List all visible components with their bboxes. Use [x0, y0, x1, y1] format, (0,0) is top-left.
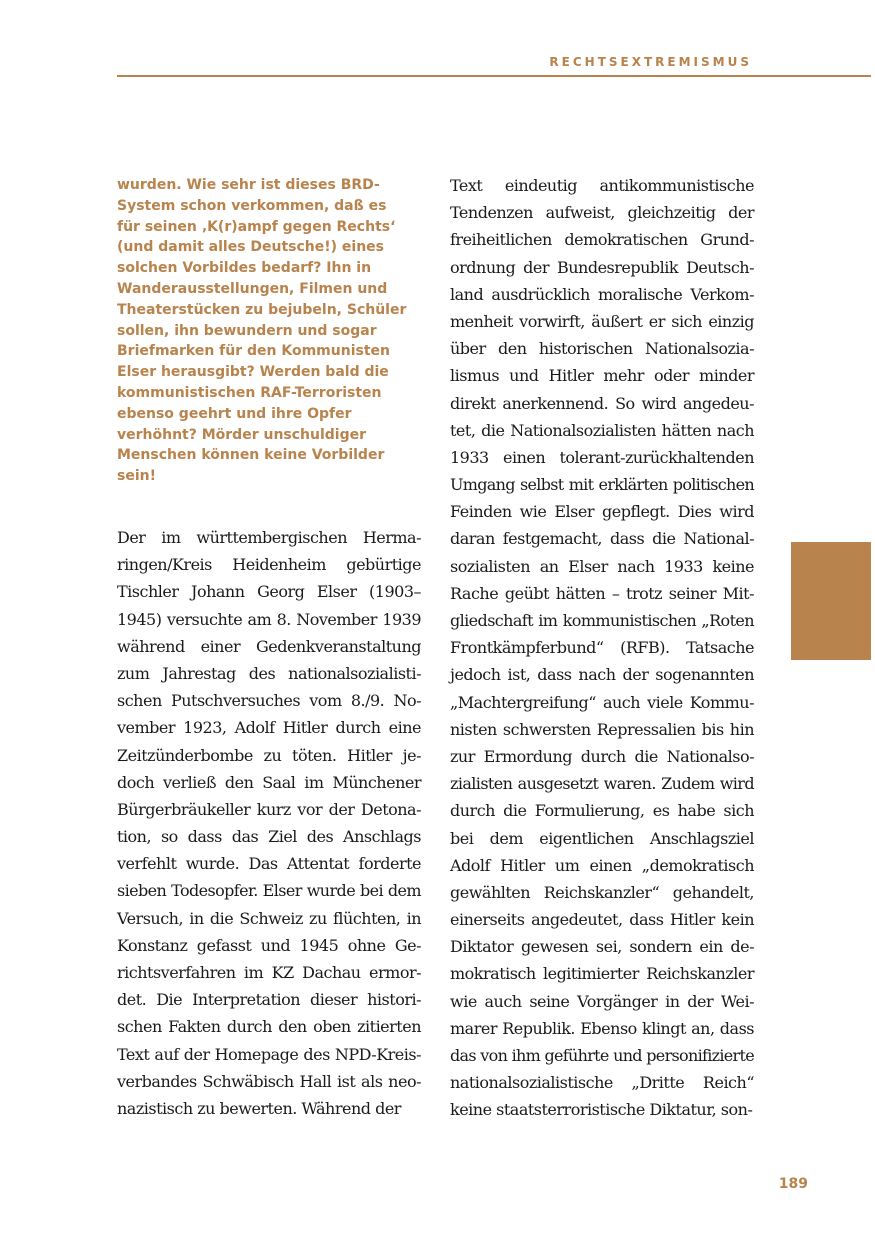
text-line: verbandes Schwäbisch Hall ist als neo-: [117, 1071, 421, 1091]
text-line: das von ihm geführte und personifizierte: [450, 1046, 754, 1065]
text-line: freiheitlichen demokratischen Grund-: [450, 230, 754, 250]
quote-line: Menschen können keine Vorbilder: [117, 447, 385, 464]
text-line: Diktator gewesen sei, sondern ein de-: [450, 937, 754, 957]
quote-line: sollen, ihn bewundern und sogar: [117, 322, 377, 339]
quote-line: kommunistischen RAF-Terroristen: [117, 384, 382, 401]
text-line: 1933 einen tolerant-zurückhaltenden: [450, 447, 754, 467]
text-line: tet, die Nationalsozialisten hätten nach: [450, 420, 754, 440]
page-number: 189: [778, 1176, 808, 1192]
text-line: Umgang selbst mit erklärten politischen: [450, 475, 754, 495]
quote-line: sein!: [117, 468, 156, 485]
text-line: direkt anerkennend. So wird angedeu-: [450, 393, 754, 413]
section-title: RECHTSEXTREMISMUS: [549, 55, 752, 69]
text-line: wie auch seine Vorgänger in der Wei-: [450, 991, 754, 1011]
text-line: Versuch, in die Schweiz zu flüchten, in: [117, 908, 421, 928]
text-line: menheit vorwirft, äußert er sich einzig: [450, 311, 754, 331]
text-line: jedoch ist, dass nach der sogenannten: [450, 665, 754, 685]
quote-line: wurden. Wie sehr ist dieses BRD-: [117, 177, 380, 193]
text-line: ordnung der Bundesrepublik Deutsch-: [450, 257, 754, 277]
text-line: Tendenzen aufweist, gleichzeitig der: [450, 203, 754, 223]
quote-line: Briefmarken für den Kommunisten: [117, 343, 390, 360]
text-line: Adolf Hitler um einen „demokratisch: [450, 855, 754, 875]
text-line: Konstanz gefasst und 1945 ohne Ge-: [117, 935, 421, 955]
text-line: nisten schwersten Repressalien bis hin: [450, 719, 754, 739]
text-line: zialisten ausgesetzt waren. Zudem wird: [450, 774, 754, 794]
text-line: mokratisch legitimierter Reichskanzler: [450, 964, 754, 984]
text-line: Der im württembergischen Herma-: [117, 528, 421, 547]
text-line: ringen/Kreis Heidenheim gebürtige: [117, 555, 421, 575]
quote-line: (und damit alles Deutsche!) eines: [117, 239, 385, 256]
quote-line: ebenso geehrt und ihre Opfer: [117, 405, 352, 422]
text-line: einerseits angedeutet, dass Hitler kein: [450, 910, 754, 930]
text-line: richtsverfahren im KZ Dachau ermor-: [117, 963, 421, 982]
text-line: nazistisch zu bewerten. Während der: [117, 1098, 401, 1118]
text-line: schen Fakten durch den oben zitierten: [117, 1017, 421, 1037]
text-line: verfehlt wurde. Das Attentat forderte: [117, 854, 421, 874]
body-text-left-column: [117, 524, 421, 1122]
text-line: zum Jahrestag des nationalsozialisti-: [117, 663, 421, 683]
text-line: über den historischen Nationalsozia-: [450, 339, 754, 359]
text-line: Rache geübt hätten – trotz seiner Mit-: [450, 583, 754, 603]
text-line: sozialisten an Elser nach 1933 keine: [450, 556, 754, 576]
text-line: Tischler Johann Georg Elser (1903–: [117, 582, 421, 602]
chapter-thumb-tab: [791, 542, 871, 660]
quote-line: Elser herausgibt? Werden bald die: [117, 364, 389, 381]
text-line: keine staatsterroristische Diktatur, son-: [450, 1100, 753, 1120]
text-line: Feinden wie Elser gepflegt. Dies wird: [450, 502, 754, 522]
quote-line: Wanderausstellungen, Filmen und: [117, 280, 388, 297]
text-line: „Machtergreifung“ auch viele Kommu-: [450, 692, 754, 712]
text-line: doch verließ den Saal im Münchener: [117, 772, 421, 792]
text-line: bei dem eigentlichen Anschlagsziel: [450, 828, 754, 848]
text-line: det. Die Interpretation dieser histori-: [117, 990, 421, 1010]
text-line: Text eindeutig antikommunistische: [450, 176, 754, 195]
text-line: land ausdrücklich moralische Verkom-: [450, 284, 754, 304]
quote-line: verhöhnt? Mörder unschuldiger: [117, 426, 367, 443]
text-line: gewählten Reichskanzler“ gehandelt,: [450, 882, 754, 902]
text-line: daran festgemacht, dass die National-: [450, 529, 754, 549]
text-line: lismus und Hitler mehr oder minder: [450, 366, 754, 386]
pull-quote: [117, 175, 422, 487]
quote-line: solchen Vorbildes bedarf? Ihn in: [117, 260, 372, 277]
quote-line: Theaterstücken zu bejubeln, Schüler: [117, 301, 407, 318]
text-line: Frontkämpferbund“ (RFB). Tatsache: [450, 638, 754, 658]
text-line: tion, so dass das Ziel des Anschlags: [117, 827, 421, 847]
text-line: Bürgerbräukeller kurz vor der Detona-: [117, 799, 421, 819]
text-line: 1945) versuchte am 8. November 1939: [117, 609, 421, 629]
body-text-right-column: [450, 172, 754, 1124]
text-line: gliedschaft im kommunistischen „Roten: [450, 611, 754, 630]
text-line: zur Ermordung durch die Nationalso-: [450, 746, 754, 766]
text-line: vember 1923, Adolf Hitler durch eine: [117, 718, 421, 738]
text-line: marer Republik. Ebenso klingt an, dass: [450, 1018, 754, 1038]
text-line: Text auf der Homepage des NPD-Kreis-: [117, 1044, 421, 1064]
text-line: sieben Todesopfer. Elser wurde bei dem: [117, 881, 421, 901]
text-line: schen Putschversuches vom 8./9. No-: [117, 691, 421, 711]
text-line: nationalsozialistische „Dritte Reich“: [450, 1073, 754, 1093]
text-line: durch die Formulierung, es habe sich: [450, 801, 754, 821]
quote-line: System schon verkommen, daß es: [117, 197, 387, 214]
text-line: während einer Gedenkveranstaltung: [117, 636, 421, 656]
text-line: Zeitzünderbombe zu töten. Hitler je-: [117, 745, 421, 765]
header-divider: [117, 75, 871, 77]
quote-line: für seinen ‚K(r)ampf gegen Rechts‘: [117, 218, 396, 235]
